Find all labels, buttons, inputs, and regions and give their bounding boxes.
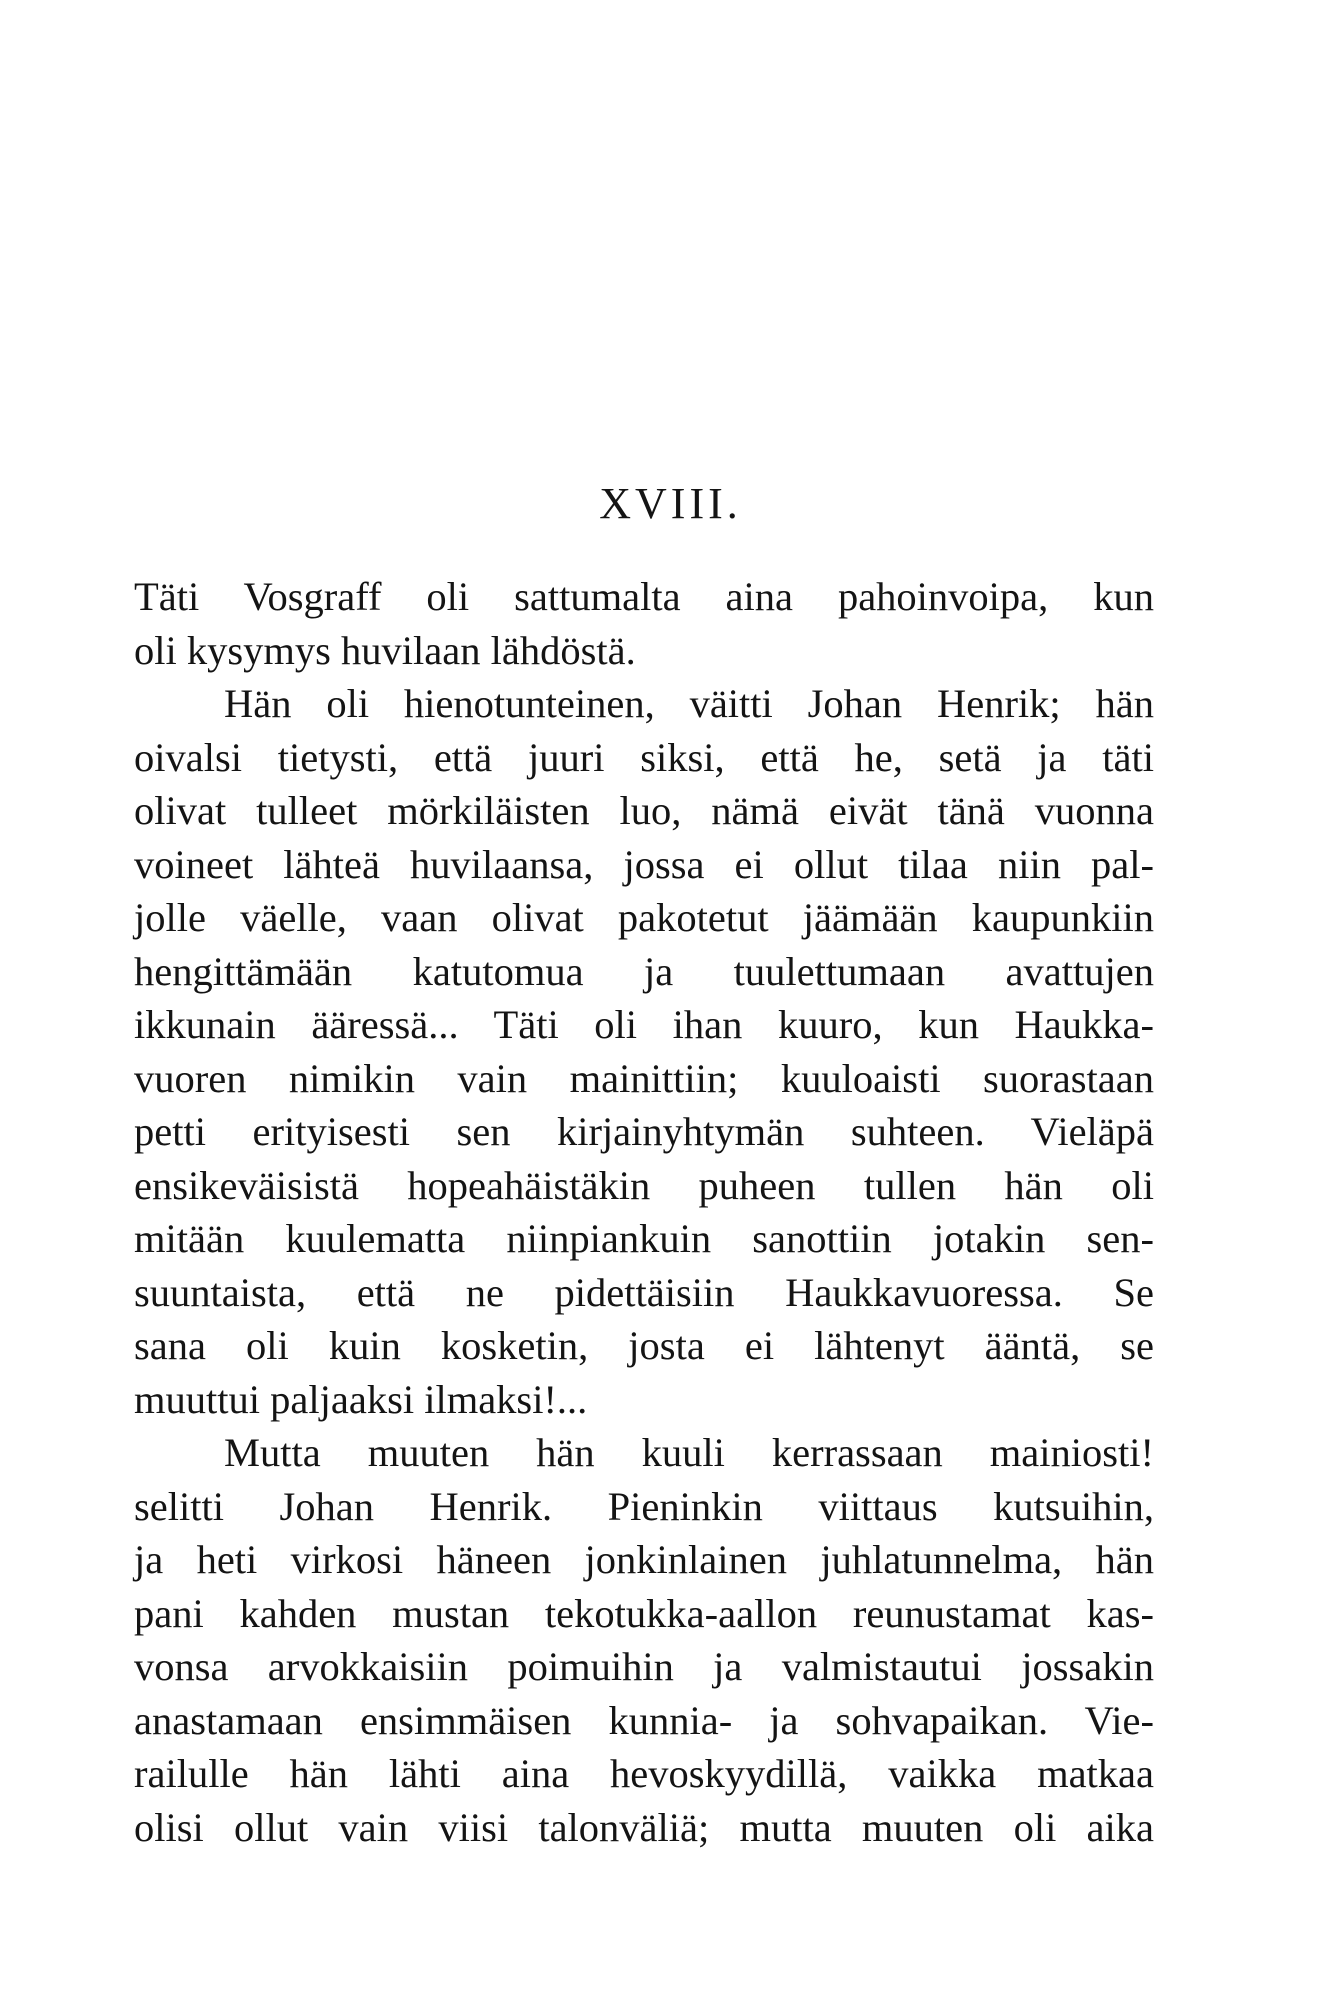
text-line: oli kysymys huvilaan lähdöstä. [134, 627, 636, 673]
text-line: vuoren nimikin vain mainittiin; kuuloaisti suorastaan [134, 1055, 1154, 1101]
text-line: ja heti virkosi häneen jonkinlainen juhlatunnelma, hän [134, 1537, 1154, 1582]
text-line: pani kahden mustan tekotukka-aallon reunustamat kas- [134, 1590, 1154, 1636]
text-line: olivat tulleet mörkiläisten luo, nämä eivät tänä vuonna [134, 788, 1154, 833]
text-line: ikkunain ääressä... Täti oli ihan kuuro, kun Haukka- [134, 1002, 1154, 1047]
text-line: jolle väelle, vaan olivat pakotetut jäämään kaupunkiin [134, 895, 1154, 940]
text-line: petti erityisesti sen kirjainyhtymän suhteen. Vieläpä [134, 1109, 1154, 1154]
body-text [134, 570, 1154, 1854]
text-line: sana oli kuin kosketin, josta ei lähtenyt ääntä, se [134, 1323, 1154, 1368]
text-line: muuttui paljaaksi ilmaksi!... [134, 1376, 588, 1422]
text-line: olisi ollut vain viisi talonväliä; mutta muuten oli aika [134, 1804, 1154, 1850]
text-line: Hän oli hienotunteinen, väitti Johan Henrik; hän [224, 681, 1154, 726]
text-line: selitti Johan Henrik. Pieninkin viittaus kutsuihin, [134, 1483, 1154, 1529]
text-line: suuntaista, että ne pidettäisiin Haukkavuoressa. Se [134, 1269, 1154, 1315]
chapter-heading: XVIII. [599, 479, 742, 528]
text-line: railulle hän lähti aina hevoskyydillä, vaikka matkaa [134, 1751, 1154, 1796]
text-line: mitään kuulematta niinpiankuin sanottiin jotakin sen- [134, 1216, 1154, 1261]
text-line: vonsa arvokkaisiin poimuihin ja valmistautui jossakin [134, 1644, 1154, 1689]
text-line: hengittämään katutomua ja tuulettumaan avattujen [134, 948, 1154, 994]
text-line: voineet lähteä huvilaansa, jossa ei ollut tilaa niin pal- [134, 841, 1154, 887]
text-line: oivalsi tietysti, että juuri siksi, että he, setä ja täti [134, 734, 1154, 780]
text-line: Mutta muuten hän kuuli kerrassaan mainiosti! [224, 1430, 1154, 1475]
text-line: anastamaan ensimmäisen kunnia- ja sohvapaikan. Vie- [134, 1697, 1154, 1743]
text-line: ensikeväisistä hopeahäistäkin puheen tullen hän oli [134, 1162, 1154, 1208]
text-line: Täti Vosgraff oli sattumalta aina pahoinvoipa, kun [134, 574, 1154, 619]
